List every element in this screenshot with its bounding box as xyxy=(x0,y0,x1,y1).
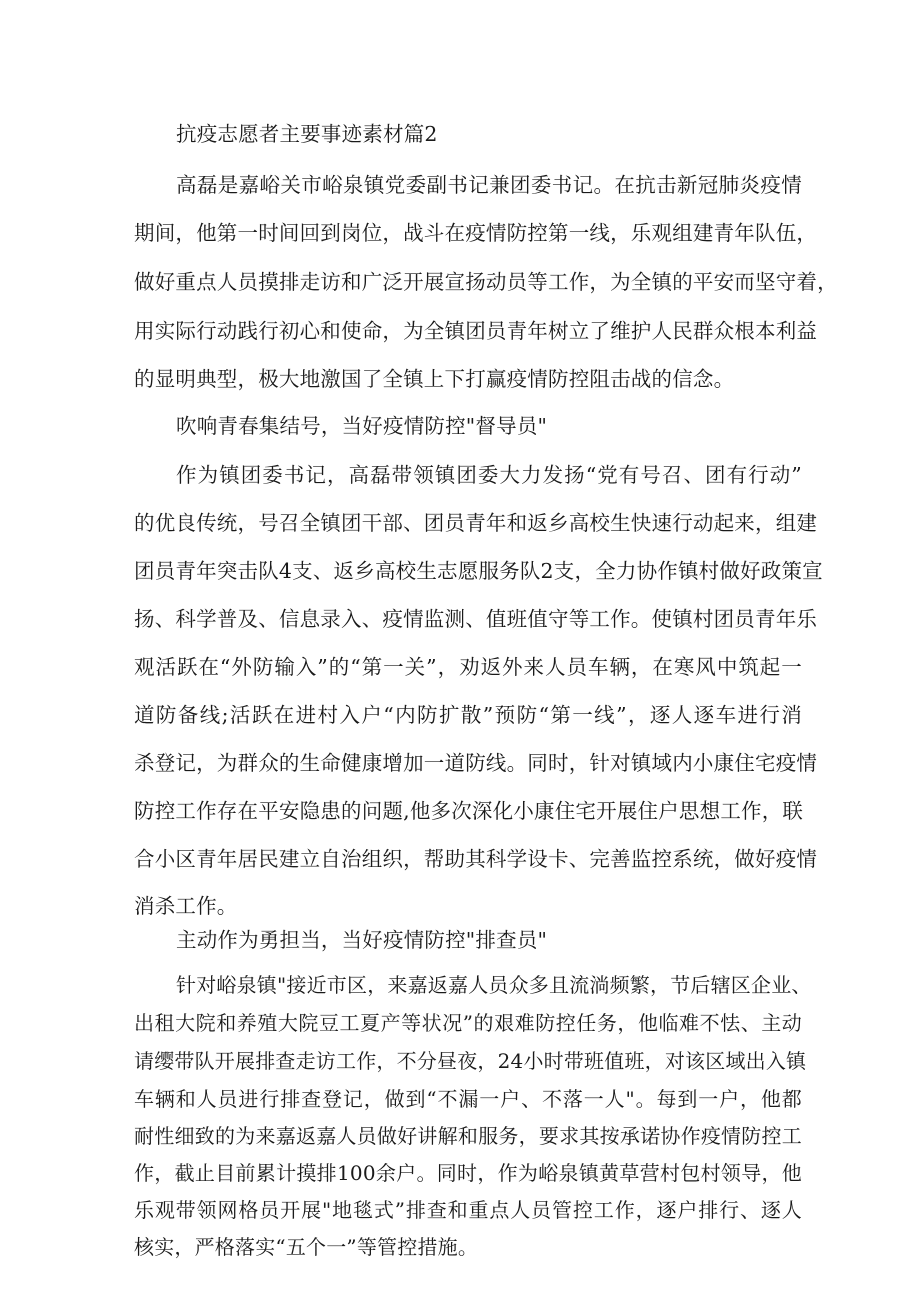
paragraph-line: 观活跃在“外防输入”的“第一关”，劝返外来人员车辆，在寒风中筑起一 xyxy=(134,655,802,679)
paragraph-line: 防控工作存在平安隐患的问题,他多次深化小康住宅开展住户思想工作，联 xyxy=(134,799,804,823)
section-heading-inspector: 主动作为勇担当，当好疫情防控"排查员" xyxy=(176,928,548,952)
document-title: 抗疫志愿者主要事迹素材篇2 xyxy=(176,122,438,146)
paragraph-line: 消杀工作。 xyxy=(134,894,238,918)
paragraph-line: 的优良传统，号召全镇团干部、团员青年和返乡高校生快速行动起来，组建 xyxy=(134,511,818,535)
paragraph-line: 的显明典型，极大地激国了全镇上下打赢疫情防控阻击战的信念。 xyxy=(134,367,735,391)
paragraph-line: 请缨带队开展排查走访工作，不分昼夜，24小时带班值班，对该区域出入镇 xyxy=(134,1049,807,1073)
paragraph-line: 合小区青年居民建立自治组织，帮助其科学设卡、完善监控系统，做好疫情 xyxy=(134,847,818,871)
paragraph-line: 作，截止目前累计摸排100余户。同时，作为峪泉镇黄草营村包村领导，他 xyxy=(134,1161,802,1185)
paragraph-line: 耐性细致的为来嘉返嘉人员做好讲解和服务，要求其按承诺协作疫情防控工 xyxy=(134,1124,802,1148)
paragraph-line: 道防备线;活跃在进村入户“内防扩散”预防“第一线”，逐人逐车进行消 xyxy=(134,703,802,727)
paragraph-line: 核实，严格落实“五个一”等管控措施。 xyxy=(134,1235,479,1259)
paragraph-line: 乐观带领网格员开展"地毯式”排查和重点人员管控工作，逐户排行、逐人 xyxy=(134,1198,802,1222)
paragraph-line: 针对峪泉镇"接近市区，来嘉返嘉人员众多且流淌频繁，节后辖区企业、 xyxy=(176,973,812,997)
paragraph-line: 扬、科学普及、信息录入、疫情监测、值班值守等工作。使镇村团员青年乐 xyxy=(134,607,818,631)
paragraph-line: 期间，他第一时间回到岗位，战斗在疫情防控第一线，乐观组建青年队伍， xyxy=(134,221,818,245)
paragraph-line: 出租大院和养殖大院豆工夏产等状况”的艰难防控任务，他临难不怯、主动 xyxy=(134,1011,802,1035)
paragraph-line: 高磊是嘉峪关市峪泉镇党委副书记兼团委书记。在抗击新冠肺炎疫情 xyxy=(176,173,802,197)
paragraph-line: 作为镇团委书记，高磊带领镇团委大力发扬“党有号召、团有行动” xyxy=(176,463,802,487)
paragraph-line: 用实际行动践行初心和使命，为全镇团员青年树立了维护人民群众根本利益 xyxy=(134,319,818,343)
paragraph-line: 杀登记，为群众的生命健康增加一道防线。同时，针对镇域内小康住宅疫情 xyxy=(134,751,818,775)
paragraph-line: 团员青年突击队4支、返乡高校生志愿服务队2支，全力协作镇村做好政策宣 xyxy=(134,559,823,583)
paragraph-line: 车辆和人员进行排查登记，做到“不漏一户、不落一人"。每到一户，他都 xyxy=(134,1087,802,1111)
paragraph-line: 做好重点人员摸排走访和广泛开展宣扬动员等工作，为全镇的平安而坚守着， xyxy=(134,270,838,294)
section-heading-supervisor: 吹响青春集结号，当好疫情防控"督导员" xyxy=(176,414,548,438)
